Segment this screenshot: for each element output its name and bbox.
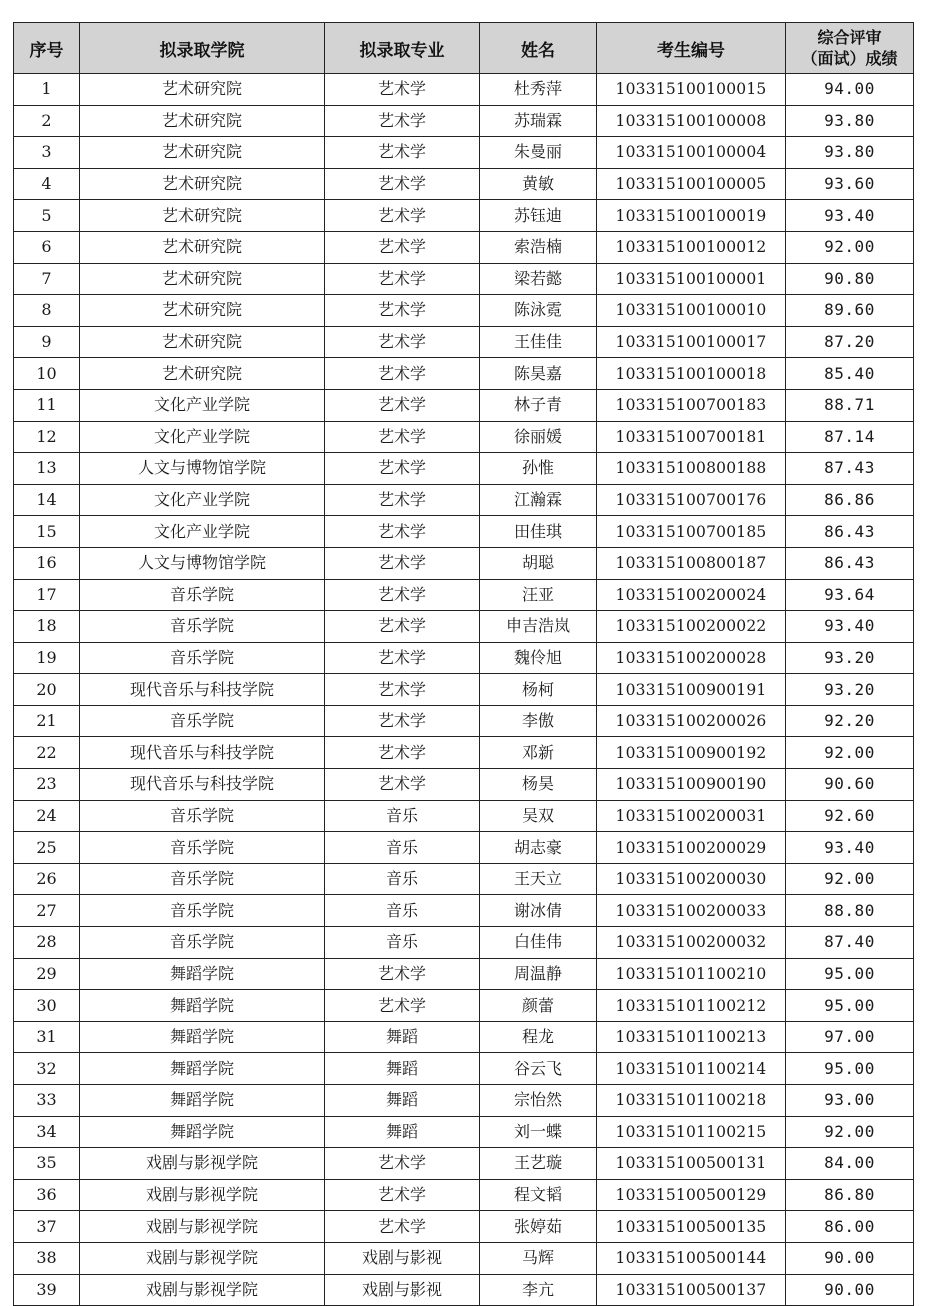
cell-exam-id: 103315100200030 [597,863,786,895]
cell-name: 陈泳霓 [480,295,597,327]
cell-college: 音乐学院 [80,800,325,832]
cell-index: 25 [14,832,80,864]
cell-college: 音乐学院 [80,863,325,895]
cell-college: 现代音乐与科技学院 [80,769,325,801]
cell-exam-id: 103315100100019 [597,200,786,232]
cell-index: 35 [14,1148,80,1180]
cell-index: 4 [14,168,80,200]
cell-major: 艺术学 [325,453,480,485]
cell-exam-id: 103315100500135 [597,1211,786,1243]
cell-major: 音乐 [325,800,480,832]
table-row [14,295,914,327]
cell-index: 11 [14,389,80,421]
cell-index: 5 [14,200,80,232]
cell-score: 93.20 [786,642,914,674]
cell-college: 艺术研究院 [80,137,325,169]
cell-name: 林子青 [480,389,597,421]
cell-major: 艺术学 [325,705,480,737]
cell-index: 19 [14,642,80,674]
cell-index: 34 [14,1116,80,1148]
cell-index: 31 [14,1021,80,1053]
cell-score: 86.43 [786,516,914,548]
cell-index: 22 [14,737,80,769]
cell-major: 戏剧与影视 [325,1242,480,1274]
table-row [14,326,914,358]
cell-score: 97.00 [786,1021,914,1053]
cell-exam-id: 103315100200024 [597,579,786,611]
header-index: 序号 [14,23,80,74]
cell-score: 92.20 [786,705,914,737]
cell-major: 音乐 [325,863,480,895]
cell-score: 87.14 [786,421,914,453]
cell-index: 32 [14,1053,80,1085]
cell-name: 杨柯 [480,674,597,706]
cell-college: 戏剧与影视学院 [80,1274,325,1306]
cell-score: 92.00 [786,1116,914,1148]
table-row [14,137,914,169]
cell-college: 文化产业学院 [80,516,325,548]
cell-score: 87.20 [786,326,914,358]
cell-exam-id: 103315100700183 [597,389,786,421]
cell-index: 7 [14,263,80,295]
table-row [14,863,914,895]
cell-college: 文化产业学院 [80,484,325,516]
cell-index: 36 [14,1179,80,1211]
cell-name: 王佳佳 [480,326,597,358]
cell-college: 音乐学院 [80,705,325,737]
cell-exam-id: 103315100200031 [597,800,786,832]
cell-exam-id: 103315100100017 [597,326,786,358]
cell-exam-id: 103315100200032 [597,927,786,959]
cell-exam-id: 103315100200022 [597,611,786,643]
cell-exam-id: 103315101100218 [597,1085,786,1117]
table-row [14,389,914,421]
table-row [14,642,914,674]
cell-name: 马辉 [480,1242,597,1274]
cell-major: 艺术学 [325,547,480,579]
cell-exam-id: 103315100100010 [597,295,786,327]
cell-college: 人文与博物馆学院 [80,453,325,485]
cell-major: 艺术学 [325,958,480,990]
cell-score: 85.40 [786,358,914,390]
cell-index: 39 [14,1274,80,1306]
cell-major: 艺术学 [325,516,480,548]
cell-major: 艺术学 [325,674,480,706]
cell-index: 37 [14,1211,80,1243]
cell-college: 文化产业学院 [80,389,325,421]
cell-exam-id: 103315100100004 [597,137,786,169]
cell-exam-id: 103315100100015 [597,74,786,106]
cell-exam-id: 103315100200026 [597,705,786,737]
table-row [14,1116,914,1148]
cell-index: 14 [14,484,80,516]
cell-college: 艺术研究院 [80,263,325,295]
cell-major: 艺术学 [325,579,480,611]
cell-major: 艺术学 [325,1179,480,1211]
cell-major: 音乐 [325,927,480,959]
cell-exam-id: 103315101100212 [597,990,786,1022]
cell-index: 6 [14,231,80,263]
cell-exam-id: 103315100100008 [597,105,786,137]
cell-major: 艺术学 [325,326,480,358]
cell-score: 92.00 [786,737,914,769]
header-name: 姓名 [480,23,597,74]
cell-index: 1 [14,74,80,106]
cell-name: 周温静 [480,958,597,990]
admission-table [13,22,914,1306]
table-row [14,674,914,706]
table-row [14,895,914,927]
cell-major: 舞蹈 [325,1053,480,1085]
cell-score: 90.60 [786,769,914,801]
cell-score: 95.00 [786,958,914,990]
table-row [14,263,914,295]
cell-college: 戏剧与影视学院 [80,1148,325,1180]
cell-index: 18 [14,611,80,643]
cell-exam-id: 103315100500131 [597,1148,786,1180]
cell-score: 93.64 [786,579,914,611]
cell-college: 艺术研究院 [80,200,325,232]
cell-major: 艺术学 [325,389,480,421]
cell-name: 颜蕾 [480,990,597,1022]
cell-major: 艺术学 [325,611,480,643]
table-row [14,1021,914,1053]
cell-college: 现代音乐与科技学院 [80,737,325,769]
cell-score: 86.80 [786,1179,914,1211]
table-row [14,737,914,769]
table-row [14,1242,914,1274]
cell-index: 30 [14,990,80,1022]
cell-score: 87.40 [786,927,914,959]
cell-score: 95.00 [786,990,914,1022]
cell-index: 15 [14,516,80,548]
cell-name: 田佳琪 [480,516,597,548]
cell-college: 戏剧与影视学院 [80,1179,325,1211]
cell-exam-id: 103315100900190 [597,769,786,801]
cell-score: 95.00 [786,1053,914,1085]
table-row [14,611,914,643]
table-row [14,358,914,390]
cell-major: 音乐 [325,895,480,927]
header-college: 拟录取学院 [80,23,325,74]
cell-college: 艺术研究院 [80,295,325,327]
cell-name: 宗怡然 [480,1085,597,1117]
cell-name: 谢冰倩 [480,895,597,927]
cell-college: 艺术研究院 [80,74,325,106]
cell-name: 魏伶旭 [480,642,597,674]
cell-exam-id: 103315100500144 [597,1242,786,1274]
cell-college: 音乐学院 [80,579,325,611]
header-row [14,23,914,74]
cell-major: 音乐 [325,832,480,864]
cell-index: 20 [14,674,80,706]
cell-major: 艺术学 [325,358,480,390]
cell-exam-id: 103315100500129 [597,1179,786,1211]
cell-name: 申吉浩岚 [480,611,597,643]
cell-major: 艺术学 [325,737,480,769]
cell-score: 88.71 [786,389,914,421]
cell-score: 86.00 [786,1211,914,1243]
cell-index: 26 [14,863,80,895]
cell-major: 舞蹈 [325,1021,480,1053]
cell-index: 13 [14,453,80,485]
cell-index: 9 [14,326,80,358]
cell-index: 23 [14,769,80,801]
table-row [14,1085,914,1117]
cell-name: 程文韬 [480,1179,597,1211]
cell-index: 33 [14,1085,80,1117]
cell-index: 2 [14,105,80,137]
cell-major: 艺术学 [325,769,480,801]
table-body [14,74,914,1306]
cell-name: 张婷茹 [480,1211,597,1243]
cell-exam-id: 103315101100213 [597,1021,786,1053]
cell-exam-id: 103315101100210 [597,958,786,990]
cell-score: 90.00 [786,1242,914,1274]
cell-college: 戏剧与影视学院 [80,1242,325,1274]
cell-index: 28 [14,927,80,959]
cell-exam-id: 103315100700176 [597,484,786,516]
cell-exam-id: 103315100900191 [597,674,786,706]
header-score-line1: 综合评审 [817,28,882,47]
cell-score: 93.00 [786,1085,914,1117]
cell-score: 84.00 [786,1148,914,1180]
cell-exam-id: 103315100200028 [597,642,786,674]
cell-college: 音乐学院 [80,895,325,927]
cell-name: 索浩楠 [480,231,597,263]
cell-name: 孙惟 [480,453,597,485]
cell-name: 谷云飞 [480,1053,597,1085]
table-row [14,579,914,611]
cell-exam-id: 103315101100215 [597,1116,786,1148]
cell-major: 艺术学 [325,421,480,453]
cell-score: 93.80 [786,137,914,169]
cell-major: 艺术学 [325,295,480,327]
table-row [14,547,914,579]
header-score [786,23,914,74]
cell-college: 艺术研究院 [80,358,325,390]
cell-exam-id: 103315100100005 [597,168,786,200]
cell-college: 艺术研究院 [80,326,325,358]
cell-major: 舞蹈 [325,1116,480,1148]
cell-college: 舞蹈学院 [80,990,325,1022]
cell-name: 李亢 [480,1274,597,1306]
cell-college: 舞蹈学院 [80,1021,325,1053]
cell-score: 93.20 [786,674,914,706]
cell-exam-id: 103315100100012 [597,231,786,263]
cell-college: 舞蹈学院 [80,1085,325,1117]
cell-score: 90.00 [786,1274,914,1306]
cell-name: 吴双 [480,800,597,832]
cell-score: 93.40 [786,611,914,643]
cell-college: 人文与博物馆学院 [80,547,325,579]
cell-name: 胡志豪 [480,832,597,864]
cell-score: 92.60 [786,800,914,832]
cell-score: 93.40 [786,200,914,232]
cell-score: 93.40 [786,832,914,864]
cell-score: 90.80 [786,263,914,295]
cell-index: 24 [14,800,80,832]
table-row [14,832,914,864]
cell-name: 王天立 [480,863,597,895]
cell-index: 38 [14,1242,80,1274]
cell-name: 黄敏 [480,168,597,200]
cell-name: 杜秀萍 [480,74,597,106]
table-row [14,516,914,548]
cell-exam-id: 103315100100018 [597,358,786,390]
cell-name: 王艺璇 [480,1148,597,1180]
cell-major: 艺术学 [325,137,480,169]
cell-college: 现代音乐与科技学院 [80,674,325,706]
cell-major: 艺术学 [325,231,480,263]
cell-name: 邓新 [480,737,597,769]
cell-major: 艺术学 [325,200,480,232]
table-row [14,168,914,200]
cell-major: 艺术学 [325,1211,480,1243]
table-row [14,1274,914,1306]
cell-college: 文化产业学院 [80,421,325,453]
table-row [14,1179,914,1211]
cell-major: 戏剧与影视 [325,1274,480,1306]
cell-major: 艺术学 [325,484,480,516]
cell-college: 音乐学院 [80,927,325,959]
table-row [14,990,914,1022]
cell-name: 苏钰迪 [480,200,597,232]
cell-major: 艺术学 [325,168,480,200]
cell-name: 杨昊 [480,769,597,801]
cell-index: 29 [14,958,80,990]
cell-major: 艺术学 [325,1148,480,1180]
cell-major: 艺术学 [325,990,480,1022]
cell-index: 27 [14,895,80,927]
cell-major: 艺术学 [325,74,480,106]
cell-score: 89.60 [786,295,914,327]
table-row [14,927,914,959]
table-row [14,769,914,801]
cell-score: 92.00 [786,863,914,895]
cell-exam-id: 103315100800187 [597,547,786,579]
cell-college: 音乐学院 [80,642,325,674]
cell-college: 舞蹈学院 [80,1116,325,1148]
cell-index: 8 [14,295,80,327]
cell-exam-id: 103315100100001 [597,263,786,295]
table-row [14,958,914,990]
cell-name: 胡聪 [480,547,597,579]
cell-exam-id: 103315100700185 [597,516,786,548]
cell-index: 17 [14,579,80,611]
cell-major: 艺术学 [325,642,480,674]
cell-exam-id: 103315100200029 [597,832,786,864]
cell-name: 江瀚霖 [480,484,597,516]
cell-college: 舞蹈学院 [80,958,325,990]
cell-exam-id: 103315100500137 [597,1274,786,1306]
table-row [14,105,914,137]
table-row [14,231,914,263]
cell-exam-id: 103315100900192 [597,737,786,769]
table-row [14,1148,914,1180]
cell-score: 93.60 [786,168,914,200]
table-row [14,74,914,106]
cell-score: 86.86 [786,484,914,516]
table-row [14,1053,914,1085]
cell-exam-id: 103315100800188 [597,453,786,485]
cell-score: 88.80 [786,895,914,927]
cell-exam-id: 103315100700181 [597,421,786,453]
cell-college: 艺术研究院 [80,168,325,200]
cell-name: 李傲 [480,705,597,737]
header-score-line2: （面试）成绩 [801,49,898,68]
cell-score: 92.00 [786,231,914,263]
cell-major: 艺术学 [325,263,480,295]
cell-name: 汪亚 [480,579,597,611]
cell-college: 艺术研究院 [80,105,325,137]
header-major: 拟录取专业 [325,23,480,74]
table-row [14,800,914,832]
cell-college: 艺术研究院 [80,231,325,263]
table-row [14,484,914,516]
cell-name: 白佳伟 [480,927,597,959]
cell-college: 舞蹈学院 [80,1053,325,1085]
cell-name: 徐丽媛 [480,421,597,453]
admission-list-sheet [13,22,914,1306]
cell-major: 舞蹈 [325,1085,480,1117]
cell-name: 陈昊嘉 [480,358,597,390]
cell-score: 94.00 [786,74,914,106]
cell-index: 10 [14,358,80,390]
cell-name: 苏瑞霖 [480,105,597,137]
table-row [14,421,914,453]
cell-name: 程龙 [480,1021,597,1053]
cell-index: 21 [14,705,80,737]
table-row [14,1211,914,1243]
cell-college: 音乐学院 [80,832,325,864]
cell-college: 音乐学院 [80,611,325,643]
cell-score: 93.80 [786,105,914,137]
cell-college: 戏剧与影视学院 [80,1211,325,1243]
cell-score: 87.43 [786,453,914,485]
header-exam-id: 考生编号 [597,23,786,74]
cell-score: 86.43 [786,547,914,579]
cell-index: 16 [14,547,80,579]
cell-name: 刘一蝶 [480,1116,597,1148]
cell-exam-id: 103315100200033 [597,895,786,927]
cell-name: 朱曼丽 [480,137,597,169]
table-row [14,453,914,485]
cell-exam-id: 103315101100214 [597,1053,786,1085]
cell-index: 12 [14,421,80,453]
cell-major: 艺术学 [325,105,480,137]
table-row [14,200,914,232]
cell-name: 梁若懿 [480,263,597,295]
table-row [14,705,914,737]
cell-index: 3 [14,137,80,169]
